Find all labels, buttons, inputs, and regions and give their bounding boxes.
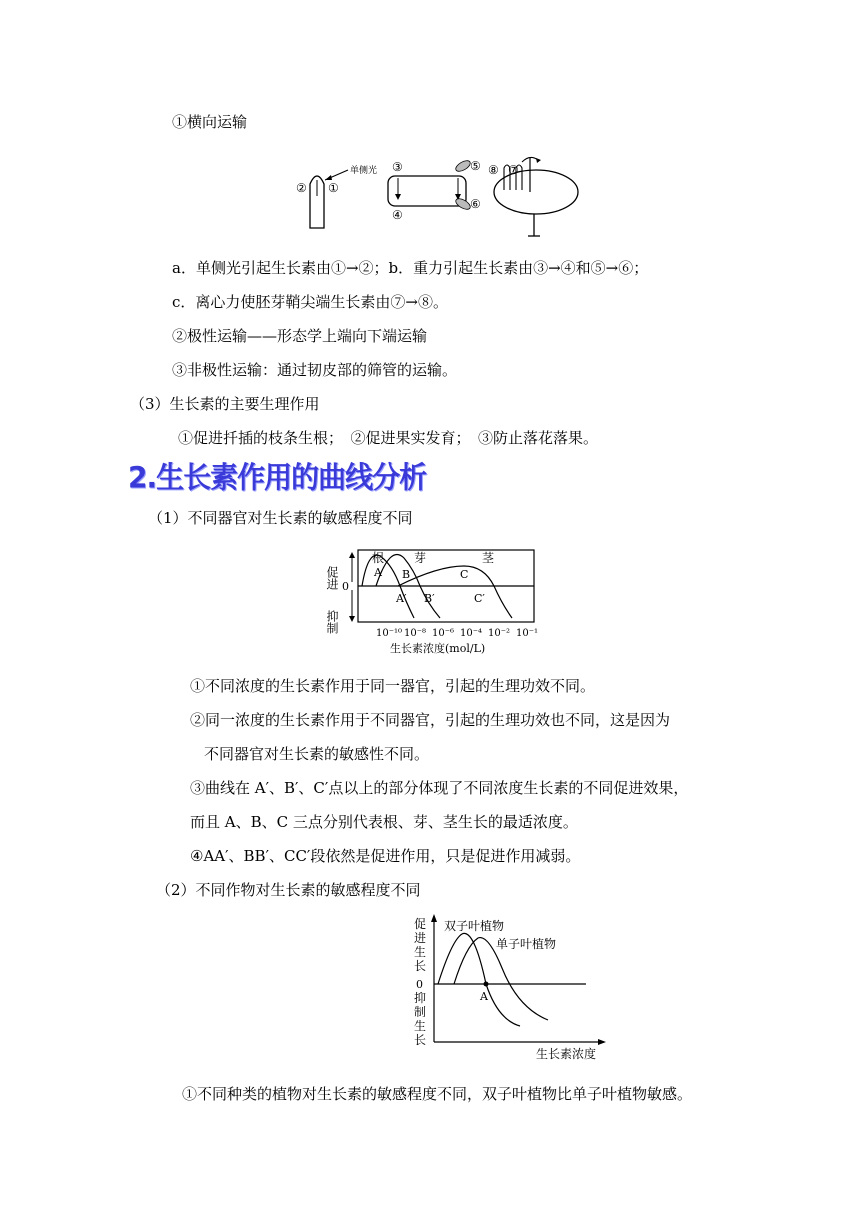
- zero-label: 0: [342, 580, 349, 593]
- text-point-2: ②同一浓度的生长素作用于不同器官，引起的生理功效也不同，这是因为: [190, 711, 671, 729]
- text-section-3: （3）生长素的主要生理作用: [130, 395, 320, 413]
- inhibit-label: 抑制: [325, 610, 339, 634]
- y-label-top-char: 促: [414, 917, 427, 931]
- transport-diagram: [292, 150, 582, 250]
- crop-sensitivity-chart: [408, 912, 612, 1062]
- text-point-1: ①不同浓度的生长素作用于同一器官，引起的生理功效不同。: [190, 677, 596, 695]
- monocot-label: 单子叶植物: [496, 937, 557, 951]
- tick-label: 10⁻¹⁰: [376, 628, 403, 639]
- text-point-3: ③曲线在 A′、B′、C′点以上的部分体现了不同浓度生长素的不同促进效果，: [190, 779, 689, 797]
- tick-label: 10⁻²: [488, 628, 511, 639]
- text-nonpolar-transport: ③非极性运输：通过韧皮部的筛管的运输。: [172, 361, 458, 379]
- tick-label: 10⁻¹: [516, 628, 539, 639]
- text-lateral-transport: ①横向运输: [172, 113, 248, 131]
- text-c: c．离心力使胚芽鞘尖端生长素由⑦→⑧。: [172, 293, 448, 311]
- root-label: 根: [372, 551, 385, 565]
- point-A: A: [374, 566, 382, 579]
- point-C: C: [460, 568, 469, 581]
- y-label-top-char: 进: [414, 931, 427, 945]
- label-n5: ⑤: [470, 159, 481, 173]
- text-crop-sensitivity: （2）不同作物对生长素的敏感程度不同: [156, 881, 421, 899]
- y-label-top-char: 长: [414, 959, 427, 973]
- section-heading: 2.生长素作用的曲线分析: [128, 460, 427, 495]
- y-label-bottom-char: 长: [414, 1033, 427, 1047]
- dicot-label: 双子叶植物: [444, 919, 505, 933]
- text-crop-point-1: ①不同种类的植物对生长素的敏感程度不同，双子叶植物比单子叶植物敏感。: [182, 1085, 693, 1103]
- y-label-top-char: 生: [414, 945, 427, 959]
- promote-label: 促进: [325, 566, 339, 590]
- label-n1: ①: [328, 181, 339, 195]
- text-point-4: ④AA′、BB′、CC′段依然是促进作用，只是促进作用减弱。: [190, 847, 581, 865]
- stem-label: 茎: [482, 551, 495, 565]
- x-axis-label: 生长素浓度(mol/L): [390, 642, 486, 655]
- y-label-bottom-char: 抑: [414, 991, 427, 1005]
- text-polar-transport: ②极性运输——形态学上端向下端运输: [172, 327, 428, 345]
- tick-label: 10⁻⁸: [404, 628, 427, 639]
- tick-label: 10⁻⁴: [460, 628, 483, 639]
- text-organ-sensitivity: （1）不同器官对生长素的敏感程度不同: [148, 509, 413, 527]
- text-a-b: a．单侧光引起生长素由①→②；b．重力引起生长素由③→④和⑤→⑥；: [172, 259, 649, 277]
- point-B-prime: B′: [424, 592, 435, 605]
- label-n7: ⑦: [508, 163, 519, 177]
- organ-sensitivity-chart: [325, 546, 539, 658]
- text-point-2-cont: 不同器官对生长素的敏感性不同。: [204, 745, 430, 763]
- text-point-3-cont: 而且 A、B、C 三点分别代表根、芽、茎生长的最适浓度。: [190, 813, 578, 831]
- label-n8: ⑧: [488, 163, 499, 177]
- bud-label: 芽: [414, 551, 427, 565]
- label-n2: ②: [296, 181, 307, 195]
- label-n3: ③: [392, 160, 403, 174]
- label-n6: ⑥: [470, 197, 481, 211]
- text-functions: ①促进扦插的枝条生根； ②促进果实发育； ③防止落花落果。: [178, 429, 599, 447]
- y-label-bottom-char: 制: [414, 1005, 427, 1019]
- label-n4: ④: [392, 208, 403, 222]
- zero-label-2: 0: [416, 978, 423, 991]
- x-axis-label-2: 生长素浓度: [536, 1047, 597, 1061]
- tick-label: 10⁻⁶: [432, 628, 455, 639]
- y-label-bottom-char: 生: [414, 1019, 427, 1033]
- point-B: B: [402, 568, 411, 581]
- light-label: 单侧光: [350, 166, 378, 176]
- point-A-2: A: [480, 990, 488, 1003]
- point-C-prime: C′: [474, 592, 485, 605]
- point-A-prime: A′: [396, 592, 407, 605]
